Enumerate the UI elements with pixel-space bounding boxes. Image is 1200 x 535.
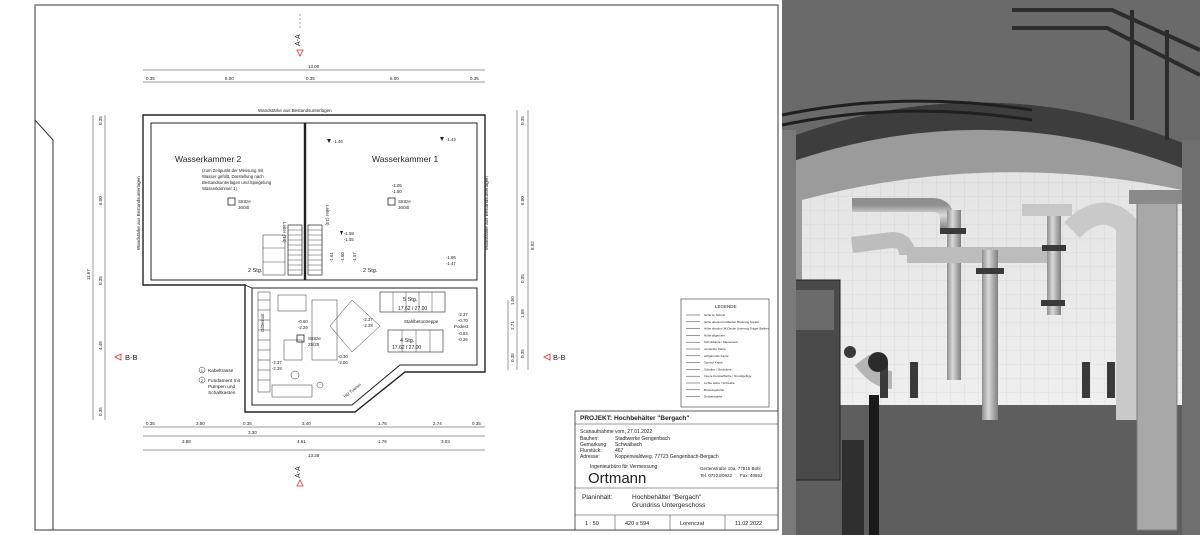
tb-label: Bauherr: <box>580 436 600 442</box>
column-wk1-size: 30/30 <box>398 205 410 210</box>
dimension-left <box>86 115 105 420</box>
title-block <box>575 411 778 530</box>
dim-bottom-row1: 3.40 <box>302 421 311 426</box>
wall-note-left: Wandstärke aus Bestandsunterlagen <box>136 176 141 250</box>
planinhalt-label: Planinhalt: <box>582 494 613 501</box>
project-title: PROJEKT: Hochbehälter "Bergach" <box>580 415 690 422</box>
firm-logo: Ortmann <box>588 470 647 487</box>
dimension-top <box>143 64 485 82</box>
dim-bottom-row1: 0.35 <box>243 421 252 426</box>
level-value: -2.28 <box>272 366 282 371</box>
tb-label: Flurstück: <box>580 448 602 454</box>
level-value: -0.26 <box>458 337 468 342</box>
dim-top-overall: 13.00 <box>308 64 320 69</box>
section-label-aa-top: A-A <box>295 34 302 46</box>
dim-right-sub: 2.71 <box>510 321 515 330</box>
stair-lower-dim: 17.62 / 27.00 <box>392 345 422 351</box>
level-value: -2.06 <box>338 360 348 365</box>
dim-right-overall: 8.92 <box>530 241 535 250</box>
dim-bottom-row1: 3.50 <box>196 421 205 426</box>
dim-left-part: 6.00 <box>98 196 103 205</box>
column-lower-size: 25/25 <box>308 342 320 347</box>
dim-top-part: 0.35 <box>146 76 155 81</box>
dim-bottom-row1: 1.76 <box>378 421 387 426</box>
dim-right-part: 0.35 <box>520 116 525 125</box>
column-wk2-size: 30/30 <box>238 205 250 210</box>
ladder-right-label: Leiter (14) <box>325 205 330 226</box>
wall-note-top: Wandstärke aus Bestandsunterlagen <box>258 108 332 113</box>
section-label-aa-bottom: A-A <box>295 466 302 478</box>
legend-item: Schalter / Steckdose <box>704 367 732 372</box>
note-text-line: Fundament mit <box>208 379 240 384</box>
stair-upper-dim: 17.62 / 27.00 <box>398 306 428 312</box>
level-value: -1.05 <box>392 183 402 188</box>
stair-upper-count: 5 Stg. <box>403 297 418 303</box>
tb-value: Stadtwerke Gengenbach <box>615 436 671 442</box>
room-note-wk2: Wasser gefüllt, Darstellung nach <box>202 174 264 179</box>
section-marker-aa-top <box>295 14 303 56</box>
dimension-right <box>508 110 535 370</box>
firm-tagline: Ingenieurbüro für Vermessung <box>590 464 658 470</box>
scale: 1 : 50 <box>585 521 599 527</box>
tb-label: Gemarkung: <box>580 442 608 448</box>
section-label-bb-left: B-B <box>125 353 138 362</box>
level-value: -1.58 <box>344 231 354 236</box>
scan-date: Scanaufnahme vom, 27.01.2022 <box>580 429 653 435</box>
room-note-wk2: (zum Zeitpunkt der Messung mit <box>202 168 264 173</box>
dim-bottom-row2: 3.88 <box>182 439 191 444</box>
dim-bottom-row1: 0.35 <box>146 421 155 426</box>
dim-bottom-row2: 4.61 <box>297 439 306 444</box>
level-value: -1.60 <box>340 252 345 262</box>
level-value: -2.28 <box>363 323 373 328</box>
level-value: -2.29 <box>298 325 308 330</box>
dimension-bottom <box>143 421 485 458</box>
tb-value: 467 <box>615 448 624 454</box>
tb-value: Schwaibach <box>615 442 642 448</box>
room-note-wk2: Wasserkammer 1) <box>202 186 237 191</box>
legend-item: Höhe im Schnitt <box>704 313 726 317</box>
level-value: -1.46 <box>333 139 343 144</box>
column-wk1-label: Stütze <box>398 199 411 204</box>
legend-item: Höhe absolut UK Decke Unterzug Träger Balken <box>704 326 769 331</box>
note-text <box>208 378 241 396</box>
dim-right-part: 1.58 <box>520 309 525 318</box>
firm-address: Gertenstraße 10a, 77815 Bühl <box>700 466 761 471</box>
plan-notes <box>199 367 241 396</box>
dim-bottom-row1: 0.35 <box>472 421 481 426</box>
tb-label: Adresse: <box>580 454 600 460</box>
dim-right-part: 0.35 <box>520 349 525 358</box>
steps-right-label: 2 Stg. <box>363 268 378 274</box>
dim-left-part: 0.35 <box>98 116 103 125</box>
tb-value: Koppenwaldweg, 77723 Gengenbach-Bergach <box>615 454 719 460</box>
hu-tueren-label: HU Tueren <box>342 382 362 399</box>
author: Lorenczat <box>680 521 705 527</box>
stahlbeton-label: Stahlbetontreppe <box>404 319 439 324</box>
dim-bottom-row2: 3.03 <box>441 439 450 444</box>
note-text-line: Pumpen und <box>208 385 236 390</box>
dim-right-part: 0.35 <box>520 274 525 283</box>
note-text: Kabeltrasse <box>208 369 234 374</box>
stair-lower-count: 4 Stg. <box>400 338 415 344</box>
room-note-wk2: Bestandsunterlagen und Spiegelung <box>202 180 272 185</box>
level-value: -1.61 <box>329 252 334 262</box>
level-value: -1.57 <box>352 252 357 262</box>
legend-item: Brüstungshöhe <box>704 387 725 392</box>
level-value: -1.50 <box>392 189 402 194</box>
dim-top-part: 0.35 <box>470 76 479 81</box>
dim-right-sub: 0.35 <box>510 353 515 362</box>
legend-item: verdeckte Kante <box>704 347 726 351</box>
dim-top-part: 6.00 <box>225 76 234 81</box>
note-number: 1 <box>200 367 203 373</box>
firm-fax: Fax: 40552 <box>740 473 763 478</box>
podest-label: Podest <box>454 324 469 329</box>
room-title-wk1: Wasserkammer 1 <box>372 154 439 164</box>
dim-left-part: 4.48 <box>98 341 103 350</box>
level-value: -2.37 <box>458 312 468 317</box>
level-value: -2.37 <box>363 317 373 322</box>
planinhalt-line1: Hochbehälter "Bergach" <box>632 494 702 501</box>
right-wall <box>1182 140 1200 535</box>
dim-right-sub: 1.50 <box>510 296 515 305</box>
note-text-line: Schaltkasten <box>208 391 236 396</box>
level-value: -1.55 <box>344 237 354 242</box>
wall-note-right: Wandstärke aus Bestandsunterlagen <box>484 176 489 250</box>
level-value: -0.30 <box>338 354 348 359</box>
dim-left-part: 0.35 <box>98 276 103 285</box>
legend-item: Höhe absolut Fußboden Brüstung Sockel <box>704 319 759 324</box>
section-label-bb-right: B-B <box>553 353 566 362</box>
dim-left-overall: 11.67 <box>86 269 91 280</box>
section-marker-aa-bottom <box>295 466 303 486</box>
ladder-left-label: Leiter (14) <box>282 222 287 243</box>
steps-left-label: 2 Stg. <box>248 268 263 274</box>
plan-date: 11.02.2022 <box>735 521 763 527</box>
level-value: -0.70 <box>458 318 468 323</box>
legend-item: Innere Fensterfläche / Grundgefüge <box>704 374 752 379</box>
dim-bottom-sub: 3.30 <box>248 430 257 435</box>
scan-photo <box>782 0 1200 535</box>
dim-bottom-overall: 13.28 <box>308 453 320 458</box>
dim-left-part: 0.35 <box>98 407 103 416</box>
legend-box <box>681 299 769 407</box>
level-value: -0.84 <box>458 331 468 336</box>
dim-bottom-row2: 1.76 <box>378 439 387 444</box>
room-title-wk2: Wasserkammer 2 <box>175 154 242 164</box>
paper-size: 420 x 594 <box>625 521 650 527</box>
note-number: 2 <box>200 377 203 383</box>
dim-bottom-row1: 2.74 <box>433 421 442 426</box>
legend-item: Lichte Höhe / Schwelle <box>704 381 735 385</box>
level-value: -1.47 <box>446 261 456 266</box>
dim-top-part: 6.00 <box>390 76 399 81</box>
legend-item: Schnittkante / Mauerwerk <box>704 340 738 345</box>
sheet-frame-chamfer <box>35 5 53 530</box>
legend-item: Höhe allgemein <box>704 333 725 338</box>
legend-item: Deckenstärke <box>704 394 723 399</box>
level-value: -1.86 <box>446 255 456 260</box>
level-value: -2.37 <box>272 360 282 365</box>
level-value: -0.60 <box>298 319 308 324</box>
gitterrost-label: Gitterrost <box>260 313 265 332</box>
legend-item: aufgehende Kante <box>704 353 729 358</box>
column-wk2-label: Stütze <box>238 199 251 204</box>
legend-item: Symbol Kante <box>704 360 723 365</box>
level-value: -1.43 <box>446 137 456 142</box>
dim-top-part: 0.35 <box>306 76 315 81</box>
firm-phone: Tel. 07223/0922 <box>700 473 733 478</box>
planinhalt-line2: Grundriss Untergeschoss <box>632 502 706 509</box>
support-column <box>1137 200 1177 530</box>
section-marker-bb-right <box>544 353 566 362</box>
column-lower-label: Stütze <box>308 336 321 341</box>
dim-right-part: 6.00 <box>520 196 525 205</box>
legend-title: LEGENDE <box>715 304 737 309</box>
left-column <box>782 130 796 535</box>
section-marker-bb-left <box>115 353 138 362</box>
